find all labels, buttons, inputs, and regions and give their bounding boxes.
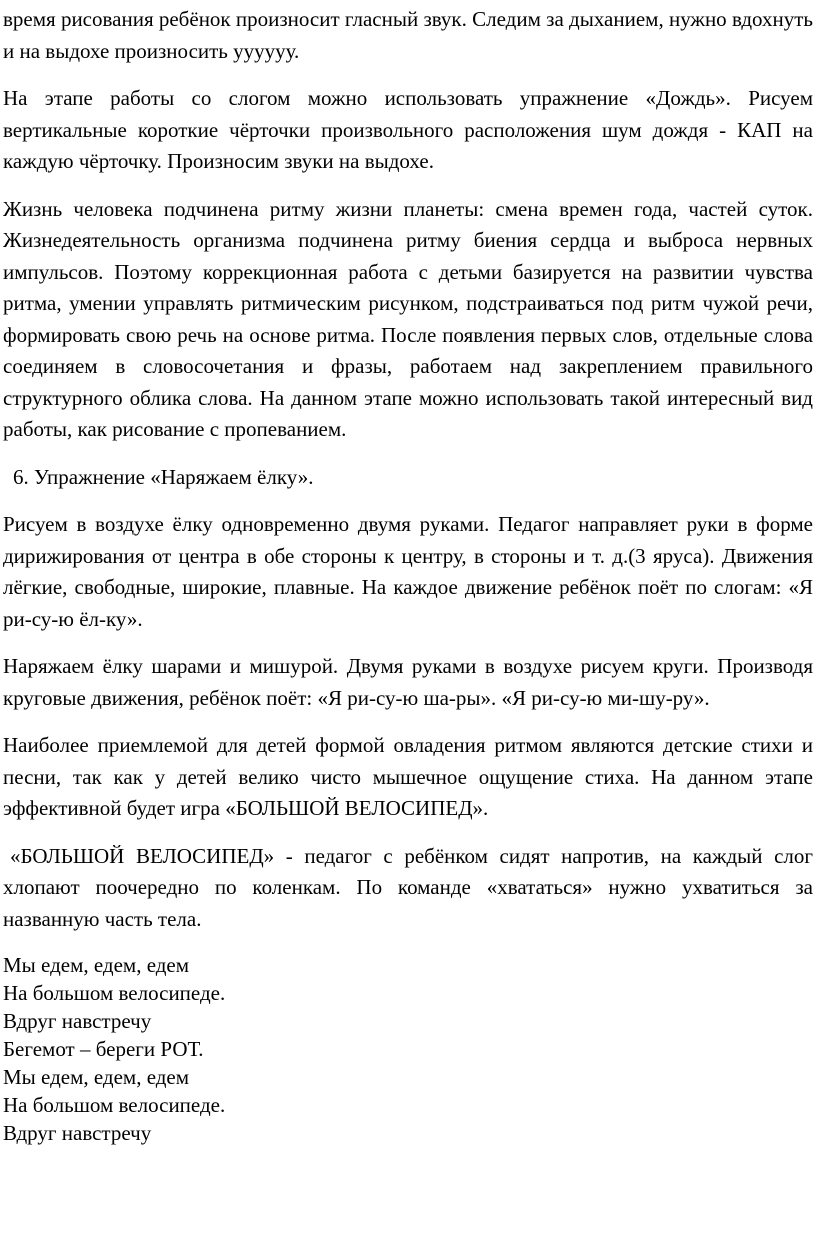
exercise-heading: 6. Упражнение «Наряжаем ёлку». xyxy=(13,464,314,489)
poem-line: Мы едем, едем, едем xyxy=(3,953,190,977)
poem xyxy=(3,951,813,1147)
paragraph-breathing: время рисования ребёнок произносит гласный звук. Следим за дыханием, нужно вдохнуть и на выдохе произносить уууууу. xyxy=(3,7,813,63)
paragraph-big-bicycle: «БОЛЬШОЙ ВЕЛОСИПЕД» - педагог с ребёнком сидят напротив, на каждый слог хлопают поочередно по коленкам. По команде «хвататься» нужно ухватиться за названную часть тела. xyxy=(3,843,813,931)
paragraph-decorate-tree: Наряжаем ёлку шарами и мишурой. Двумя руками в воздухе рисуем круги. Производя круговые движения, ребёнок поёт: «Я ри-су-ю ша-ры». «Я ри-су-ю ми-шу-ру». xyxy=(3,654,813,710)
poem-line: На большом велосипеде. xyxy=(3,1093,226,1117)
poem-line: Вдруг навстречу xyxy=(3,1121,152,1145)
paragraph-draw-tree: Рисуем в воздухе ёлку одновременно двумя руками. Педагог направляет руки в форме дирижирования от центра в обе стороны к центру, в стороны и т. д.(3 яруса). Движения лёгкие, свободные, широкие, плавные. На каждое движение ребёнок поёт по слогам: «Я ри-су-ю ёл-ку». xyxy=(3,512,813,631)
paragraph-poems-songs: Наиболее приемлемой для детей формой овладения ритмом являются детские стихи и песни, так как у детей велико чисто мышечное ощущение стиха. На данном этапе эффективной будет игра «БОЛЬШОЙ ВЕЛОСИПЕД». xyxy=(3,733,813,820)
poem-line: Мы едем, едем, едем xyxy=(3,1065,190,1089)
poem-line: Бегемот – береги РОТ. xyxy=(3,1037,204,1061)
paragraph-rhythm: Жизнь человека подчинена ритму жизни планеты: смена времен года, частей суток. Жизнедеятельность организма подчинена ритму биения сердца и выброса нервных импульсов. Поэтому коррекционная работа с детьми базируется на развитии чувства ритма, умении управлять ритмическим рисунком, подстраиваться под ритм чужой речи, формировать свою речь на основе ритма. После появления первых слов, отдельные слова соединяем в словосочетания и фразы, работаем над закреплением правильного структурного облика слова. На данном этапе можно использовать такой интересный вид работы, как рисование с пропеванием. xyxy=(3,196,813,441)
poem-line: Вдруг навстречу xyxy=(3,1009,152,1033)
poem-line: На большом велосипеде. xyxy=(3,981,226,1005)
paragraph-rain-exercise: На этапе работы со слогом можно использовать упражнение «Дождь». Рисуем вертикальные короткие чёрточки произвольного расположения шум дождя - КАП на каждую чёрточку. Произносим звуки на выдохе. xyxy=(3,86,813,173)
